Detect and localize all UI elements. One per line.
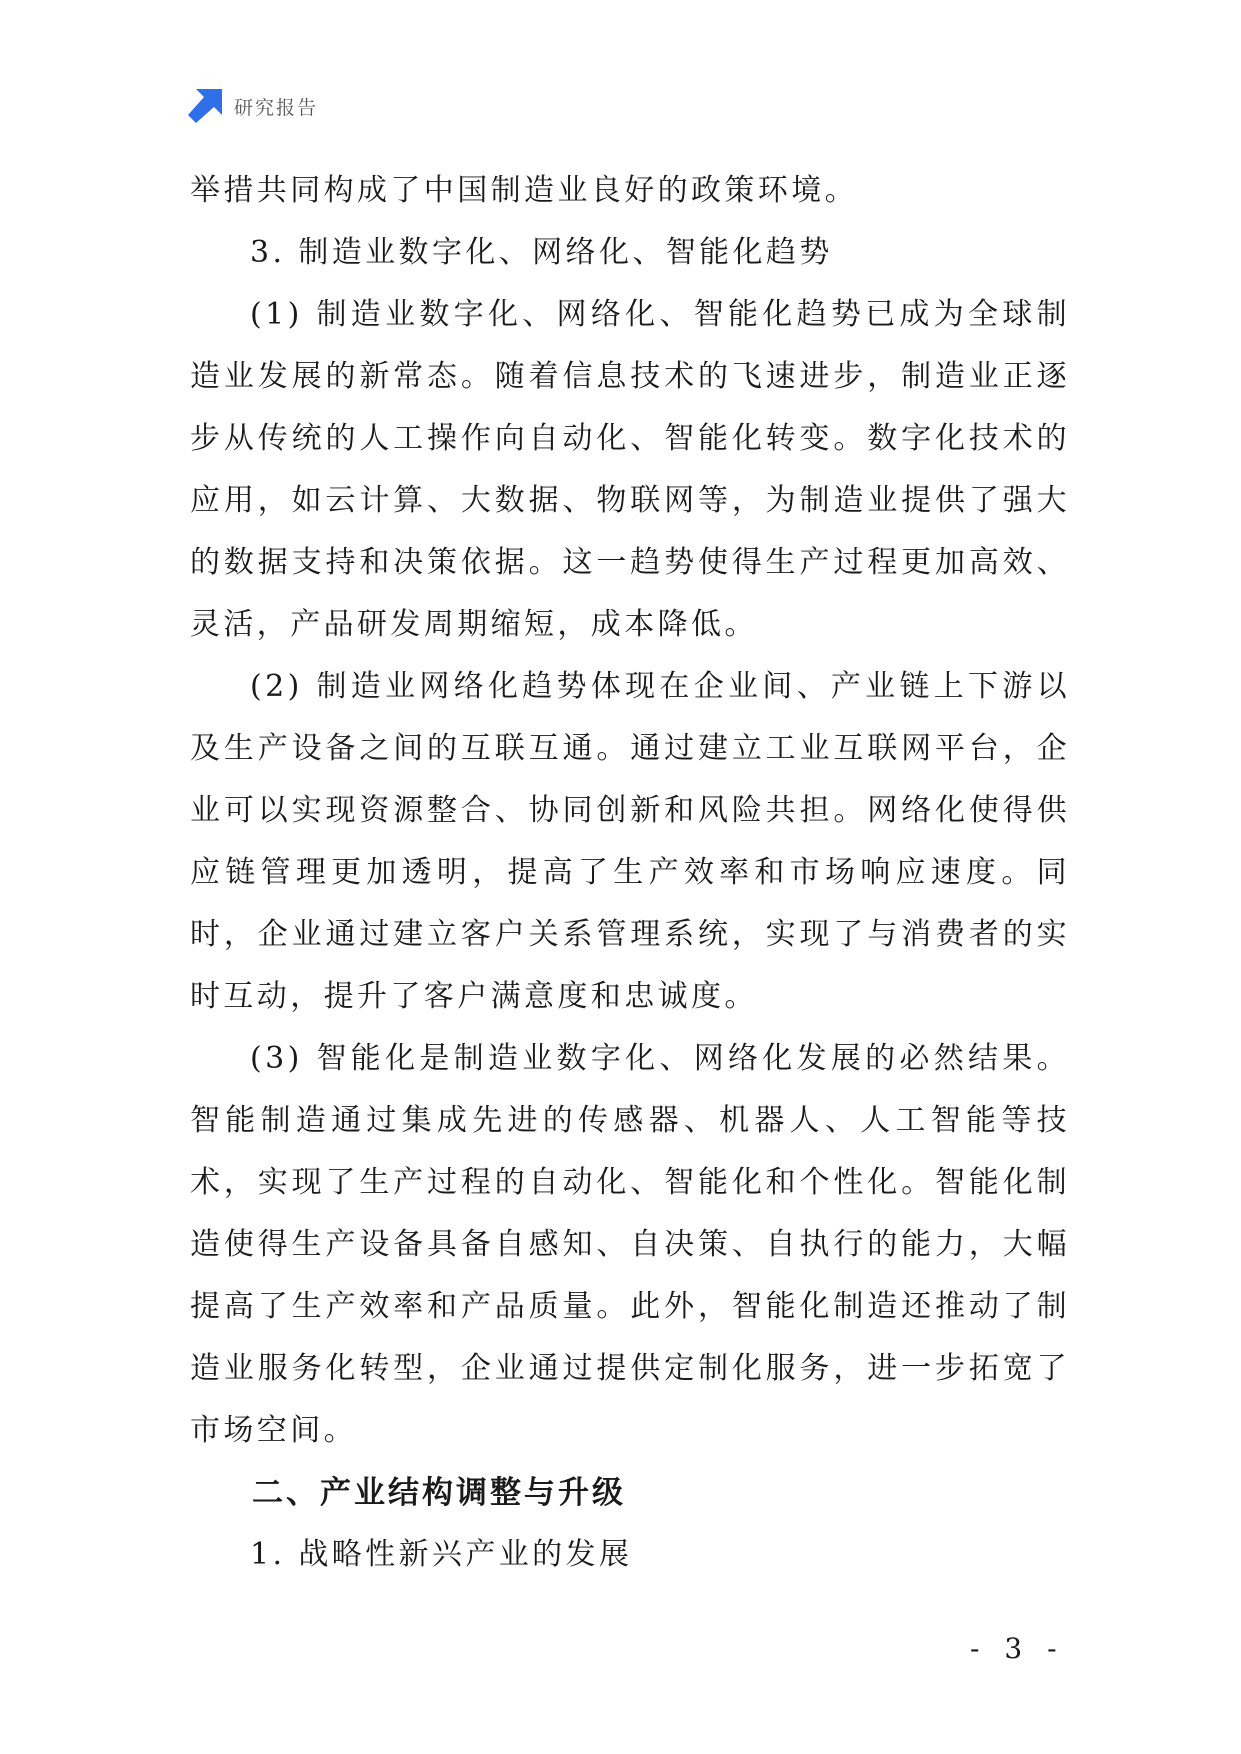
arrow-up-right-icon [188,89,222,123]
page-body [190,160,1070,1586]
section-heading-1: 1. 战略性新兴产业的发展 [250,1537,633,1572]
page-header [188,88,318,124]
header-title: 研究报告 [234,96,319,119]
paragraph-3: (3) 智能化是制造业数字化、网络化发展的必然结果。智能制造通过集成先进的传感器、机器人、人工智能等技术，实现了生产过程的自动化、智能化和个性化。智能化制造使得生产设备具备自感知、自决策、自执行的能力，大幅提高了生产效率和产品质量。此外，智能化制造还推动了制造业服务化转型，企业通过提供定制化服务，进一步拓宽了市场空间。 [190,1041,1070,1448]
continuation-paragraph: 举措共同构成了中国制造业良好的政策环境。 [190,173,858,208]
section-heading-3: 3. 制造业数字化、网络化、智能化趋势 [250,235,833,270]
page-number: - 3 - [970,1632,1065,1665]
chapter-heading-2: 二、产业结构调整与升级 [252,1475,626,1511]
paragraph-1: (1) 制造业数字化、网络化、智能化趋势已成为全球制造业发展的新常态。随着信息技术的飞速进步，制造业正逐步从传统的人工操作向自动化、智能化转变。数字化技术的应用，如云计算、大数据、物联网等，为制造业提供了强大的数据支持和决策依据。这一趋势使得生产过程更加高效、灵活，产品研发周期缩短，成本降低。 [190,297,1070,642]
paragraph-2: (2) 制造业网络化趋势体现在企业间、产业链上下游以及生产设备之间的互联互通。通过建立工业互联网平台，企业可以实现资源整合、协同创新和风险共担。网络化使得供应链管理更加透明，提高了生产效率和市场响应速度。同时，企业通过建立客户关系管理系统，实现了与消费者的实时互动，提升了客户满意度和忠诚度。 [190,669,1070,1014]
